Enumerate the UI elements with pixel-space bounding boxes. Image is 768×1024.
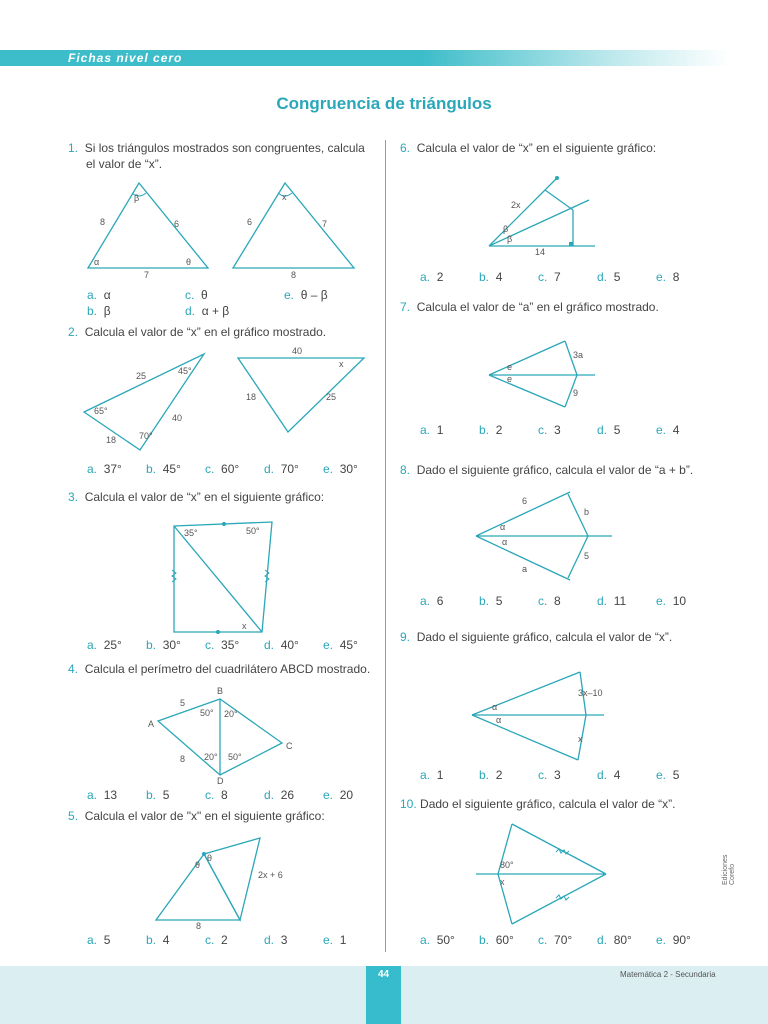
q5-option-d[interactable]: d. 3 [264, 933, 288, 947]
svg-text:a: a [522, 564, 528, 574]
figure-q4 [148, 685, 298, 785]
q8-option-e[interactable]: e. 10 [656, 594, 687, 608]
q7-option-c[interactable]: c. 3 [538, 423, 561, 437]
svg-text:35°: 35° [184, 528, 198, 538]
svg-text:3a: 3a [573, 350, 584, 360]
svg-text:x: x [578, 734, 583, 744]
svg-text:8: 8 [196, 921, 202, 931]
svg-text:e: e [507, 374, 513, 384]
q6-option-e[interactable]: e. 8 [656, 270, 680, 284]
q6-option-b[interactable]: b. 4 [479, 270, 503, 284]
svg-text:α: α [94, 257, 100, 267]
svg-text:α: α [500, 522, 506, 532]
svg-text:θ: θ [186, 257, 192, 267]
q2-option-a[interactable]: a. 37° [87, 462, 122, 476]
q5-option-e[interactable]: e. 1 [323, 933, 347, 947]
q5-option-c[interactable]: c. 2 [205, 933, 228, 947]
q1-option-e[interactable]: e. θ – β [284, 288, 328, 302]
svg-text:x: x [500, 877, 505, 887]
question-4: 4. Calcula el perímetro del cuadrilátero ABCD mostrado. [68, 662, 371, 676]
page-number: 44 [366, 966, 401, 1024]
q2-option-d[interactable]: d. 70° [264, 462, 299, 476]
svg-text:50°: 50° [200, 708, 214, 718]
q3-option-d[interactable]: d. 40° [264, 638, 299, 652]
q3-option-a[interactable]: a. 25° [87, 638, 122, 652]
svg-text:45°: 45° [178, 366, 192, 376]
q6-option-a[interactable]: a. 2 [420, 270, 444, 284]
q4-option-e[interactable]: e. 20 [323, 788, 354, 802]
q4-option-c[interactable]: c. 8 [205, 788, 228, 802]
q10-option-c[interactable]: c. 70° [538, 933, 573, 947]
svg-text:5: 5 [584, 551, 590, 561]
q2-option-e[interactable]: e. 30° [323, 462, 358, 476]
svg-text:40: 40 [292, 346, 303, 356]
svg-text:B: B [217, 686, 224, 696]
page-title: Congruencia de triángulos [276, 94, 492, 113]
svg-text:18: 18 [106, 435, 117, 445]
figure-q2 [80, 344, 370, 454]
q10-option-d[interactable]: d. 80° [597, 933, 632, 947]
q7-option-b[interactable]: b. 2 [479, 423, 503, 437]
section-label: Fichas nivel cero [68, 51, 183, 65]
svg-text:8: 8 [100, 217, 106, 227]
q1-option-a[interactable]: a. α [87, 288, 111, 302]
svg-text:β: β [503, 224, 509, 234]
figure-q8 [472, 488, 622, 588]
svg-text:14: 14 [535, 247, 546, 257]
svg-text:5: 5 [180, 698, 186, 708]
svg-text:25: 25 [326, 392, 337, 402]
svg-text:α: α [492, 702, 498, 712]
q7-option-e[interactable]: e. 4 [656, 423, 680, 437]
q9-option-a[interactable]: a. 1 [420, 768, 444, 782]
svg-text:50°: 50° [246, 526, 260, 536]
svg-text:3x–10: 3x–10 [578, 688, 603, 698]
question-10: 10. Dado el siguiente gráfico, calcula el valor de “x”. [400, 797, 676, 811]
figure-q5 [150, 830, 300, 930]
svg-text:D: D [217, 776, 224, 786]
q3-option-c[interactable]: c. 35° [205, 638, 240, 652]
svg-text:20°: 20° [224, 709, 238, 719]
svg-text:20°: 20° [204, 752, 218, 762]
svg-text:6: 6 [174, 219, 180, 229]
q9-option-c[interactable]: c. 3 [538, 768, 561, 782]
svg-text:70°: 70° [139, 431, 153, 441]
svg-text:6: 6 [522, 496, 528, 506]
q5-option-a[interactable]: a. 5 [87, 933, 111, 947]
question-7: 7. Calcula el valor de “a” en el gráfico mostrado. [400, 300, 659, 314]
q3-option-e[interactable]: e. 45° [323, 638, 358, 652]
svg-text:7: 7 [322, 219, 328, 229]
q7-option-a[interactable]: a. 1 [420, 423, 444, 437]
svg-text:C: C [286, 741, 293, 751]
svg-text:α: α [502, 537, 508, 547]
q9-option-d[interactable]: d. 4 [597, 768, 621, 782]
svg-text:x: x [242, 621, 247, 631]
question-6: 6. Calcula el valor de “x” en el siguiente gráfico: [400, 141, 657, 155]
publisher-label: Ediciones Corefo [722, 854, 736, 885]
svg-text:7: 7 [144, 270, 150, 280]
q7-option-d[interactable]: d. 5 [597, 423, 621, 437]
figure-q3 [170, 518, 280, 638]
q8-option-b[interactable]: b. 5 [479, 594, 503, 608]
figure-q1 [80, 175, 370, 285]
svg-text:9: 9 [573, 388, 579, 398]
svg-text:25: 25 [136, 371, 147, 381]
q1-option-d[interactable]: d. α + β [185, 304, 230, 318]
q1-option-c[interactable]: c. θ [185, 288, 208, 302]
column-divider [385, 140, 386, 952]
svg-text:x: x [339, 359, 344, 369]
svg-text:50°: 50° [228, 752, 242, 762]
svg-text:A: A [148, 719, 155, 729]
q3-option-b[interactable]: b. 30° [146, 638, 181, 652]
q6-option-d[interactable]: d. 5 [597, 270, 621, 284]
svg-text:8: 8 [291, 270, 297, 280]
q5-option-b[interactable]: b. 4 [146, 933, 170, 947]
q8-option-a[interactable]: a. 6 [420, 594, 444, 608]
svg-text:80°: 80° [500, 860, 514, 870]
question-3: 3. Calcula el valor de “x” en el siguiente gráfico: [68, 490, 325, 504]
svg-text:β: β [507, 234, 513, 244]
svg-text:α: α [496, 715, 502, 725]
svg-text:65°: 65° [94, 406, 108, 416]
svg-text:2x: 2x [511, 200, 521, 210]
figure-q6 [485, 168, 605, 258]
question-1: 1. Si los triángulos mostrados son congruentes, calcula el valor de “x”. [68, 141, 365, 171]
q10-option-e[interactable]: e. 90° [656, 933, 691, 947]
svg-text:x: x [282, 192, 287, 202]
q10-option-b[interactable]: b. 60° [479, 933, 514, 947]
book-title: Matemática 2 - Secundaria [620, 970, 716, 979]
q9-option-e[interactable]: e. 5 [656, 768, 680, 782]
q8-option-c[interactable]: c. 8 [538, 594, 561, 608]
q4-option-a[interactable]: a. 13 [87, 788, 118, 802]
q8-option-d[interactable]: d. 11 [597, 594, 627, 608]
q4-option-b[interactable]: b. 5 [146, 788, 170, 802]
svg-text:8: 8 [180, 754, 186, 764]
svg-text:2x + 6: 2x + 6 [258, 870, 283, 880]
svg-text:e: e [507, 362, 513, 372]
svg-text:b: b [584, 507, 590, 517]
svg-text:40: 40 [172, 413, 183, 423]
q4-option-d[interactable]: d. 26 [264, 788, 295, 802]
svg-text:θ: θ [195, 860, 201, 870]
svg-text:β: β [134, 193, 140, 203]
svg-text:18: 18 [246, 392, 257, 402]
question-9: 9. Dado el siguiente gráfico, calcula el valor de “x”. [400, 630, 673, 644]
svg-text:θ: θ [207, 853, 213, 863]
q1-option-b[interactable]: b. β [87, 304, 111, 318]
question-2: 2. Calcula el valor de “x” en el gráfico mostrado. [68, 325, 327, 339]
q9-option-b[interactable]: b. 2 [479, 768, 503, 782]
question-8: 8. Dado el siguiente gráfico, calcula el valor de “a + b”. [400, 463, 694, 477]
figure-q9 [468, 668, 618, 768]
q2-option-b[interactable]: b. 45° [146, 462, 181, 476]
q6-option-c[interactable]: c. 7 [538, 270, 561, 284]
q10-option-a[interactable]: a. 50° [420, 933, 455, 947]
q2-option-c[interactable]: c. 60° [205, 462, 240, 476]
question-5: 5. Calcula el valor de "x" en el siguiente gráfico: [68, 809, 325, 823]
svg-text:6: 6 [247, 217, 253, 227]
figure-q10 [472, 818, 622, 928]
figure-q7 [485, 335, 605, 415]
